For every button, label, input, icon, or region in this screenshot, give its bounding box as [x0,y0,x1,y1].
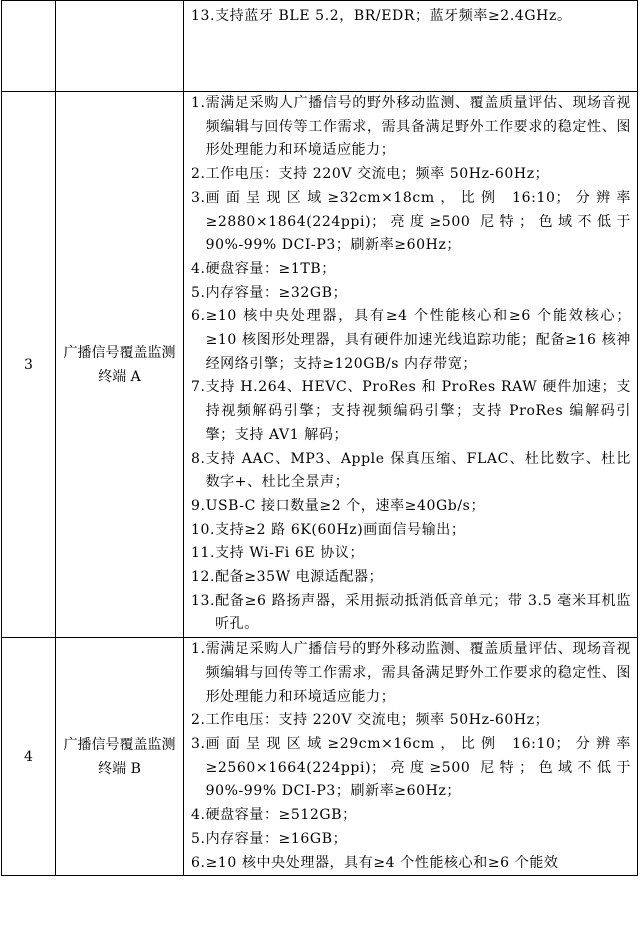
spec-item-text: 画面呈现区域≥32cm×18cm，比例 16:10；分辨率≥2880×1864(224ppi)；亮度≥500 尼特；色域不低于 90%-99% DCI-P3；刷新率≥60Hz； [205,189,631,254]
spec-item-text: 支持蓝牙 BLE 5.2，BR/EDR；蓝牙频率≥2.4GHz。 [215,8,572,24]
spec-item-number: 10. [191,521,216,538]
spec-item-number: 13. [191,592,216,609]
spec-item [191,709,631,733]
spec-item-number: 4. [191,807,206,824]
spec-item-number: 6. [191,308,206,325]
spec-item-text: 工作电压：支持 220V 交流电；频率 50Hz-60Hz； [205,712,550,729]
spec-item [191,566,631,590]
table-row [2,638,638,876]
spec-item-text: ≥10 核中央处理器，具有≥4 个性能核心和≥6 个能效核心；≥10 核图形处理器，具有硬件加速光线追踪功能；配备≥16 核神经网络引擎；支持≥120GB/s 内存带宽； [205,308,631,372]
spec-table-body [2,1,638,876]
spec-item [191,187,631,258]
spec-item-number: 11. [191,545,216,562]
item-name: 广播信号覆盖监测终端 B [56,638,184,876]
spec-item-number: 8. [191,450,206,467]
spec-item-text: 需满足采购人广播信号的野外移动监测、覆盖质量评估、现场音视频编辑与回传等工作需求，需具备满足野外工作要求的稳定性、图形处理能力和环境适应能力； [205,95,631,159]
spec-item-number: 9. [191,497,206,514]
spec-item-number: 5. [191,284,206,301]
spec-item-text: 硬盘容量：≥1TB； [205,260,336,277]
spec-item [191,305,631,376]
spec-item-text: ≥10 核中央处理器，具有≥4 个性能核心和≥6 个能效 [205,854,559,871]
spec-table [1,0,638,876]
spec-item-number: 1. [191,95,206,111]
spec-item-text: 内存容量：≥32GB； [205,284,348,301]
spec-list [184,1,638,92]
spec-item-number: 3. [191,189,206,206]
spec-item [191,5,631,29]
spec-item-number: 2. [191,712,206,729]
item-name [56,1,184,92]
spec-item-number: 7. [191,379,206,396]
spec-item-number: 13. [191,8,216,24]
spec-item [191,282,631,306]
spec-item [191,590,631,637]
spec-item-text: 支持≥2 路 6K(60Hz)画面信号输出； [215,521,466,538]
spec-item-number: 2. [191,166,206,183]
spec-item-text: 配备≥35W 电源适配器； [215,569,384,586]
spec-item-text: 画面呈现区域≥29cm×16cm，比例 16:10；分辨率≥2560×1664(224ppi)；亮度≥500 尼特；色域不低于 90%-99% DCI-P3；刷新率≥60Hz； [205,735,631,800]
spec-item-text: USB-C 接口数量≥2 个，速率≥40Gb/s； [205,497,486,514]
spec-item [191,542,631,566]
spec-item-text: 配备≥6 路扬声器，采用振动抵消低音单元；带 3.5 毫米耳机监听孔。 [215,592,631,633]
spec-item-number: 1. [191,641,206,658]
row-number: 3 [2,92,56,638]
spec-item-text: 硬盘容量：≥512GB； [205,807,357,824]
spec-item-number: 4. [191,260,206,277]
spec-item [191,519,631,543]
spec-item [191,733,631,804]
spec-item [191,92,631,163]
spec-item-number: 12. [191,569,216,586]
spec-item [191,495,631,519]
spec-item [191,163,631,187]
spec-list [184,92,638,638]
spec-item [191,448,631,495]
spec-item-text: 内存容量：≥16GB； [205,830,348,847]
spec-item-text: 需满足采购人广播信号的野外移动监测、覆盖质量评估、现场音视频编辑与回传等工作需求，需具备满足野外工作要求的稳定性、图形处理能力和环境适应能力； [205,641,631,705]
table-row [2,92,638,638]
spec-item [191,828,631,852]
spec-item-number: 5. [191,830,206,847]
spec-item-number: 6. [191,854,206,871]
spec-list [184,638,638,876]
spec-item-text: 支持 Wi-Fi 6E 协议； [215,545,365,562]
spec-item-text: 支持 AAC、MP3、Apple 保真压缩、FLAC、杜比数字、杜比数字+、杜比全景声； [205,450,631,491]
spec-item-text: 工作电压：支持 220V 交流电；频率 50Hz-60Hz； [205,166,550,183]
spec-item [191,804,631,828]
row-number: 4 [2,638,56,876]
table-row [2,1,638,92]
item-name: 广播信号覆盖监测终端 A [56,92,184,638]
spec-item [191,376,631,447]
spec-item-text: 支持 H.264、HEVC、ProRes 和 ProRes RAW 硬件加速；支持视频解码引擎；支持视频编码引擎；支持 ProRes 编解码引擎；支持 AV1 解码； [205,379,631,443]
spec-item-number: 3. [191,735,206,752]
row-number [2,1,56,92]
spec-item [191,638,631,709]
spec-item [191,258,631,282]
spec-item [191,852,631,876]
